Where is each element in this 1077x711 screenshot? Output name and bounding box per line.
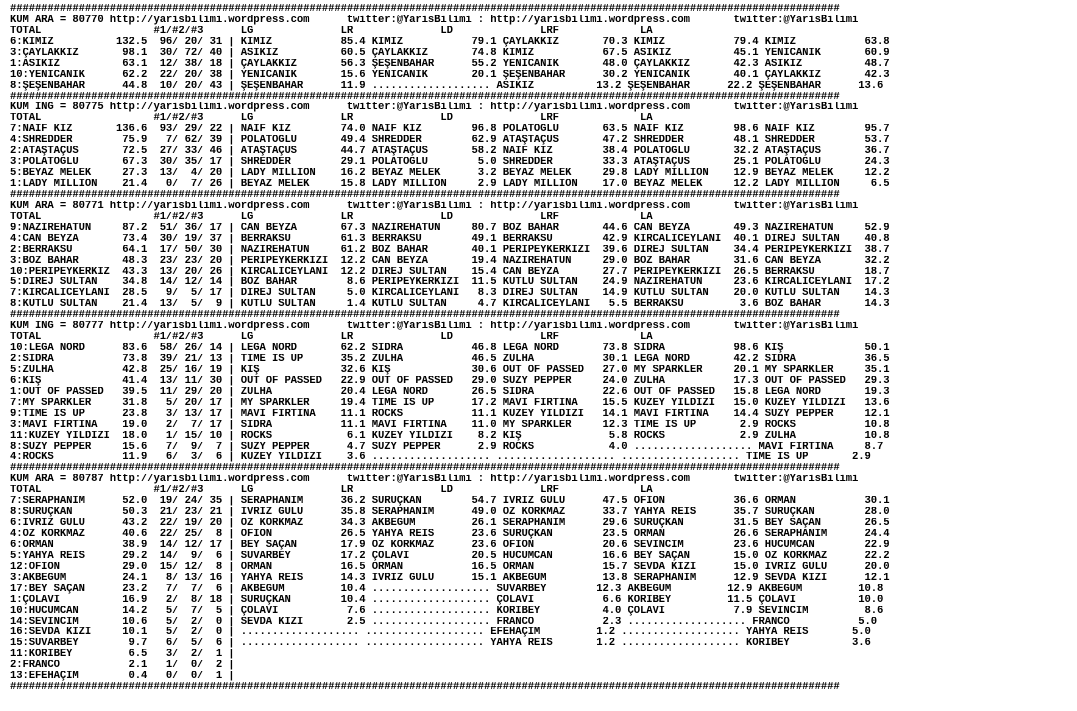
column-header: TOTAL #1/#2/#3 LG LR LD LRF LA — [10, 485, 653, 497]
column-header: TOTAL #1/#2/#3 LG LR LD LRF LA — [10, 113, 653, 125]
separator-rule: ##################################################################################################################################### — [10, 463, 840, 475]
horse-row: 7:NAİF KIZ 136.6 93/ 29/ 22 | NAİF KIZ 74.0 NAİF KIZ 96.8 POLATOĞLU 63.5 NAİF KIZ 98.6 NAİF KIZ 95.7 — [10, 124, 890, 136]
horse-row: 6:KIŞ 41.4 13/ 11/ 30 | OUT OF PASSED 22.9 OUT OF PASSED 29.0 SUZY PEPPER 24.0 ZÜLHA 17.3 OUT OF PASSED 29.3 — [10, 375, 890, 387]
horse-row: 10:YENİCANİK 62.2 22/ 20/ 38 | YENİCANİK 15.6 YENİCANİK 20.1 ŞEŞENBAHAR 30.2 YENİCANİK 40.1 ÇAYLAKKIZ 42.3 — [10, 69, 890, 81]
race-header: KUM ARA = 80771 http://yarisbilimi.wordpress.com twitter:@YarisBilimi : http://yarisbilimi.wordpress.com twitter:@YarisBilimi — [10, 200, 859, 212]
horse-row: 5:YAHYA REİS 29.2 14/ 9/ 6 | SUVARBEY 17.2 ÇOLAVI 20.5 HÜCUMCAN 16.6 BEY SAÇAN 15.0 ÖZ KORKMAZ 22.2 — [10, 550, 890, 562]
horse-row: 1:ASİKIZ 63.1 12/ 38/ 18 | ÇAYLAKKIZ 56.3 ŞEŞENBAHAR 55.2 YENİCANİK 48.0 ÇAYLAKKIZ 42.3 ASİKIZ 48.7 — [10, 58, 890, 70]
horse-row: 6:İVRİZ GÜLÜ 43.2 22/ 19/ 20 | ÖZ KORKMAZ 34.3 AKBEGÜM 26.1 SERAPHANIM 29.6 SURUÇKAN 31.5 BEY SAÇAN 26.5 — [10, 518, 890, 529]
horse-row: 6:ORMAN 38.9 14/ 12/ 17 | BEY SAÇAN 17.9 ÖZ KORKMAZ 23.6 OFİON 20.6 SEVİNCİM 23.6 HÜCUMCAN 22.9 — [10, 539, 890, 551]
horse-row: 5:ZÜLHA 42.8 25/ 16/ 19 | KIŞ 32.6 KIŞ 30.6 OUT OF PASSED 27.0 MY SPARKLER 20.1 MY SPARKLER 35.1 — [10, 364, 890, 376]
column-header: TOTAL #1/#2/#3 LG LR LD LRF LA — [10, 211, 653, 223]
column-header: TOTAL #1/#2/#3 LG LR LD LRF LA — [10, 25, 653, 37]
horse-row: 7:SERAPHANIM 52.0 19/ 24/ 35 | SERAPHANIM 36.2 SURUÇKAN 54.7 İVRİZ GÜLÜ 47.5 OFİON 36.6 ORMAN 30.1 — [10, 496, 890, 508]
horse-row: 3:POLATOĞLU 67.3 30/ 35/ 17 | SHREDDER 29.1 POLATOĞLU 5.0 SHREDDER 33.3 ATAŞTAÇUS 25.1 POLATOĞLU 24.3 — [10, 157, 890, 169]
horse-row: 4:SHREDDER 75.9 7/ 62/ 39 | POLATOĞLU 49.4 SHREDDER 62.9 ATAŞTAÇUS 47.2 SHREDDER 48.1 SHREDDER 53.7 — [10, 135, 890, 147]
race-header: KUM ING = 80777 http://yarisbilimi.wordpress.com twitter:@YarisBilimi : http://yarisbilimi.wordpress.com twitter:@YarisBilimi — [10, 321, 859, 333]
horse-row: 12:OFİON 29.0 15/ 12/ 8 | ORMAN 16.5 ORMAN 16.5 ORMAN 15.7 SEVDA KIZI 15.0 İVRİZ GÜLÜ 20.0 — [10, 561, 890, 573]
horse-row: 1:LADY MILLION 21.4 0/ 7/ 26 | BEYAZ MELEK 15.8 LADY MILLION 2.9 LADY MILLION 17.0 BEYAZ MELEK 12.2 LADY MILLION 6.5 — [10, 179, 890, 190]
horse-row: 15:SUVARBEY 9.7 6/ 5/ 6 | ................... ................... YAHYA REİS 1.2 ................... KORİBEY 3.6 — [10, 638, 871, 650]
horse-row: 9:TIME IS UP 23.8 3/ 13/ 17 | MAVİ FIRTINA 11.1 ROCKS 11.1 KUZEY YILDIZI 14.1 MAVİ FIRTINA 14.4 SUZY PEPPER 12.1 — [10, 408, 890, 420]
horse-row: 3:BOZ BAHAR 48.3 23/ 23/ 20 | PERİPEYKERKIZI 12.2 CAN BEYZA 19.4 NAZİREHATUN 29.0 BOZ BAHAR 31.6 CAN BEYZA 32.2 — [10, 255, 890, 267]
horse-row: 10:HÜCUMCAN 14.2 5/ 7/ 5 | ÇOLAVI 7.6 ................... KORİBEY 4.0 ÇOLAVI 7.9 SEVİNCİM 8.6 — [10, 605, 884, 617]
horse-row: 7:MY SPARKLER 31.8 5/ 20/ 17 | MY SPARKLER 19.4 TIME IS UP 17.2 MAVİ FIRTINA 15.5 KUZEY YILDIZI 15.0 KUZEY YILDIZI 13.6 — [10, 397, 890, 409]
horse-row: 6:KIMIZ 132.5 96/ 20/ 31 | KIMIZ 85.4 KIMIZ 79.1 ÇAYLAKKIZ 70.3 KIMIZ 79.4 KIMIZ 63.8 — [10, 36, 890, 48]
horse-row: 8:SURUÇKAN 50.3 21/ 23/ 21 | İVRİZ GÜLÜ 35.8 SERAPHANIM 49.0 ÖZ KORKMAZ 33.7 YAHYA REİS 35.7 SURUÇKAN 28.0 — [10, 507, 890, 519]
horse-row: 16:SEVDA KIZI 10.1 5/ 2/ 0 | ................... ................... EFEHAÇIM 1.2 ................... YAHYA REİS 5.0 — [10, 627, 871, 639]
column-header: TOTAL #1/#2/#3 LG LR LD LRF LA — [10, 332, 653, 344]
horse-row: 10:LEGA NORD 83.6 58/ 26/ 14 | LEGA NORD 62.2 SİDRA 46.8 LEGA NORD 73.8 SİDRA 98.6 KIŞ 50.1 — [10, 343, 890, 354]
separator-rule: ##################################################################################################################################### — [10, 189, 840, 201]
horse-row: 4:CAN BEYZA 73.4 30/ 19/ 37 | BERRAKSU 61.3 BERRAKSU 49.1 BERRAKSU 42.9 KIRCALİCEYLANİ 40.1 DİREJ SULTAN 40.8 — [10, 233, 890, 245]
horse-row: 11:KORİBEY 6.5 3/ 2/ 1 | — [10, 649, 235, 661]
separator-rule: ##################################################################################################################################### — [10, 4, 840, 15]
horse-row: 8:ŞEŞENBAHAR 44.8 10/ 20/ 43 | ŞEŞENBAHAR 11.9 ................... ASİKIZ 13.2 ŞEŞENBAHAR 22.2 ŞEŞENBAHAR 13.6 — [10, 80, 884, 92]
separator-rule: ##################################################################################################################################### — [10, 310, 840, 322]
horse-row: 4:ÖZ KORKMAZ 40.6 22/ 25/ 8 | OFİON 26.5 YAHYA REİS 23.6 SURUÇKAN 23.5 ORMAN 26.6 SERAPHANIM 24.4 — [10, 529, 890, 540]
horse-row: 2:SİDRA 73.8 39/ 21/ 13 | TIME IS UP 35.2 ZÜLHA 46.5 ZÜLHA 30.1 LEGA NORD 42.2 SİDRA 36.5 — [10, 354, 890, 365]
horse-row: 5:DİREJ SULTAN 34.8 14/ 12/ 14 | BOZ BAHAR 8.6 PERİPEYKERKIZI 11.5 KUTLU SULTAN 24.9 NAZİREHATUN 23.6 KIRCALİCEYLANİ 17.2 — [10, 277, 890, 289]
horse-row: 3:MAVİ FIRTINA 19.0 2/ 7/ 17 | SİDRA 11.1 MAVİ FIRTINA 11.0 MY SPARKLER 12.3 TIME IS UP 2.9 ROCKS 10.8 — [10, 419, 890, 431]
horse-row: 2:FRANCO 2.1 1/ 0/ 2 | — [10, 660, 235, 672]
horse-row: 17:BEY SAÇAN 23.2 7/ 7/ 6 | AKBEGÜM 10.4 ................... SUVARBEY 12.3 AKBEGÜM 12.9 AKBEGÜM 10.8 — [10, 583, 884, 595]
race-header: KUM ING = 80775 http://yarisbilimi.wordpress.com twitter:@YarisBilimi : http://yarisbilimi.wordpress.com twitter:@YarisBilimi — [10, 102, 859, 114]
horse-row: 2:ATAŞTAÇUS 72.5 27/ 33/ 46 | ATAŞTAÇUS 44.7 ATAŞTAÇUS 58.2 NAİF KIZ 38.4 POLATOĞLU 32.2 ATAŞTAÇUS 36.7 — [10, 146, 890, 158]
horse-row: 1:ÇOLAVI 16.9 2/ 8/ 18 | SURUÇKAN 10.4 ................... ÇOLAVI 6.6 KORİBEY 11.5 ÇOLAVI 10.0 — [10, 594, 884, 606]
race-header: KUM ARA = 80770 http://yarisbilimi.wordpress.com twitter:@YarisBilimi : http://yarisbilimi.wordpress.com twitter:@YarisBilimi — [10, 14, 859, 26]
separator-rule: ##################################################################################################################################### — [10, 682, 840, 694]
separator-rule: ##################################################################################################################################### — [10, 91, 840, 103]
race-header: KUM ARA = 80787 http://yarisbilimi.wordpress.com twitter:@YarisBilimi : http://yarisbilimi.wordpress.com twitter:@YarisBilimi — [10, 474, 859, 486]
horse-row: 9:NAZİREHATUN 87.2 51/ 36/ 17 | CAN BEYZA 67.3 NAZİREHATUN 80.7 BOZ BAHAR 44.6 CAN BEYZA 49.3 NAZİREHATUN 52.9 — [10, 222, 890, 234]
horse-row: 8:KUTLU SULTAN 21.4 13/ 5/ 9 | KUTLU SULTAN 1.4 KUTLU SULTAN 4.7 KIRCALİCEYLANİ 5.5 BERRAKSU 3.6 BOZ BAHAR 14.3 — [10, 299, 890, 311]
horse-row: 1:OUT OF PASSED 39.5 11/ 29/ 20 | ZÜLHA 20.4 LEGA NORD 26.5 SİDRA 22.6 OUT OF PASSED 15.8 LEGA NORD 19.3 — [10, 386, 890, 398]
horse-row: 13:EFEHAÇIM 0.4 0/ 0/ 1 | — [10, 671, 235, 683]
horse-row: 2:BERRAKSU 64.1 17/ 50/ 30 | NAZİREHATUN 61.2 BOZ BAHAR 40.1 PERİPEYKERKIZI 39.6 DİREJ SULTAN 34.4 PERİPEYKERKIZI 38.7 — [10, 244, 890, 256]
horse-row: 5:BEYAZ MELEK 27.3 13/ 4/ 20 | LADY MILLION 16.2 BEYAZ MELEK 3.2 BEYAZ MELEK 29.8 LADY MILLION 12.9 BEYAZ MELEK 12.2 — [10, 168, 890, 179]
horse-row: 8:SUZY PEPPER 15.6 7/ 9/ 7 | SUZY PEPPER 4.7 SUZY PEPPER 2.9 ROCKS 4.0 ................... MAVİ FIRTINA 8.7 — [10, 441, 884, 453]
horse-row: 3:AKBEGÜM 24.1 8/ 13/ 16 | YAHYA REİS 14.3 İVRİZ GÜLÜ 15.1 AKBEGÜM 13.8 SERAPHANIM 12.9 SEVDA KIZI 12.1 — [10, 572, 890, 584]
horse-row: 10:PERİPEYKERKIZ 43.3 13/ 20/ 26 | KIRCALİCEYLANİ 12.2 DİREJ SULTAN 15.4 CAN BEYZA 27.7 PERİPEYKERKIZI 26.5 BERRAKSU 18.7 — [10, 266, 890, 278]
horse-row: 14:SEVİNCİM 10.6 5/ 2/ 0 | SEVDA KIZI 2.5 ................... FRANCO 2.3 ................... FRANCO 5.0 — [10, 616, 877, 628]
horse-row: 11:KUZEY YILDIZI 18.0 1/ 15/ 10 | ROCKS 6.1 KUZEY YILDIZI 8.2 KIŞ 5.8 ROCKS 2.9 ZÜLHA 10.8 — [10, 430, 890, 442]
horse-row: 7:KIRCALİCEYLANİ 28.5 9/ 5/ 17 | DİREJ SULTAN 5.0 KIRCALİCEYLANİ 8.3 DİREJ SULTAN 14.9 KUTLU SULTAN 20.0 KUTLU SULTAN 14.3 — [10, 288, 890, 300]
horse-row: 4:ROCKS 11.9 6/ 3/ 6 | KUZEY YILDIZI 3.6 ................... ................... ................... TIME IS UP 2.9 — [10, 452, 871, 464]
horse-row: 3:ÇAYLAKKIZ 98.1 30/ 72/ 40 | ASİKIZ 60.5 ÇAYLAKKIZ 74.8 KIMIZ 67.5 ASİKIZ 45.1 YENİCANİK 60.9 — [10, 47, 890, 59]
